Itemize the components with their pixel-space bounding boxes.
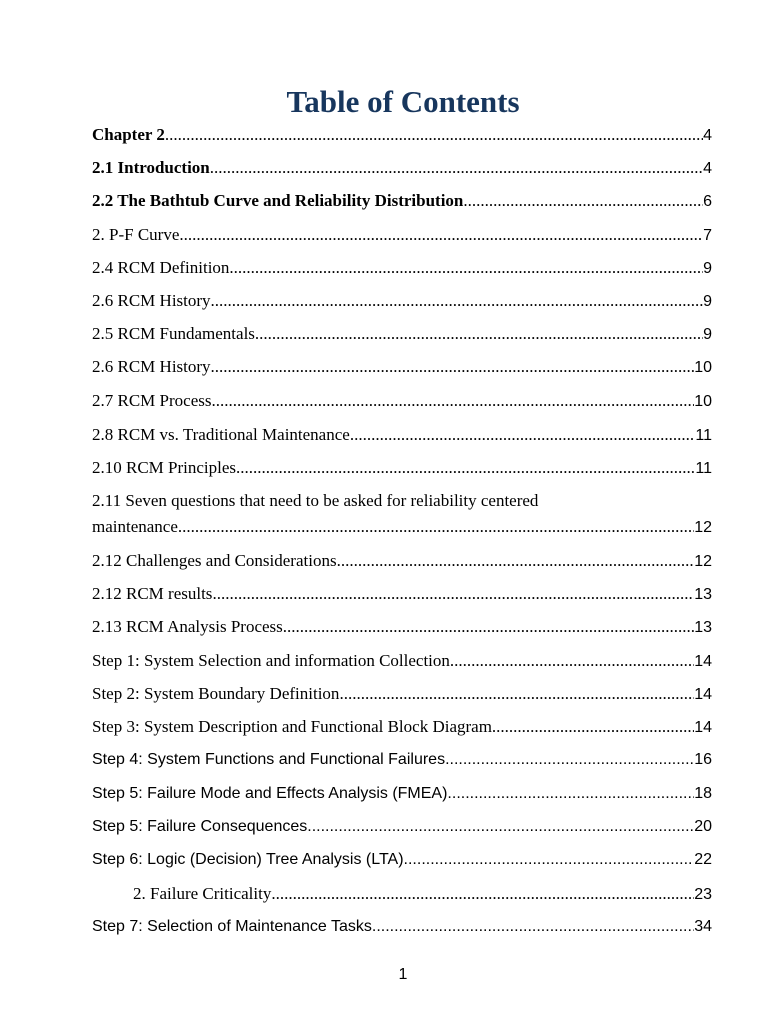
toc-entry-page: 23 bbox=[694, 886, 712, 903]
toc-entry-label: Step 5: Failure Mode and Effects Analysis (FMEA) bbox=[92, 785, 448, 802]
toc-title: Table of Contents bbox=[286, 84, 520, 119]
toc-entry-page: 9 bbox=[703, 260, 712, 277]
toc-entry-page: 9 bbox=[703, 326, 712, 343]
toc-entry-page: 12 bbox=[694, 553, 712, 570]
toc-entry[interactable] bbox=[92, 321, 712, 348]
dot-leader bbox=[339, 681, 694, 707]
toc-entry[interactable] bbox=[92, 122, 712, 149]
toc-entry-label: 2.7 RCM Process bbox=[92, 391, 212, 410]
toc-entry-label: 2.6 RCM History bbox=[92, 291, 211, 310]
toc-entry-page: 11 bbox=[695, 427, 712, 444]
toc-entry-label: 2.8 RCM vs. Traditional Maintenance bbox=[92, 425, 350, 444]
dot-leader bbox=[445, 747, 694, 773]
toc-entry-page: 16 bbox=[694, 751, 712, 768]
toc-entry[interactable] bbox=[92, 781, 712, 807]
toc-entry-label: Step 5: Failure Consequences bbox=[92, 818, 308, 835]
toc-entry-page: 4 bbox=[703, 160, 712, 177]
toc-entry-label: 2.10 RCM Principles bbox=[92, 458, 237, 477]
dot-leader bbox=[307, 814, 694, 840]
dot-leader bbox=[211, 354, 695, 380]
dot-leader bbox=[210, 155, 703, 181]
toc-entry[interactable] bbox=[92, 354, 712, 381]
dot-leader bbox=[236, 455, 695, 481]
toc-entry[interactable] bbox=[92, 847, 712, 873]
dot-leader bbox=[178, 514, 694, 540]
toc-entry[interactable] bbox=[92, 222, 712, 249]
toc-entry-label: 2. P-F Curve bbox=[92, 225, 180, 244]
toc-entry-page: 11 bbox=[695, 460, 712, 477]
toc-entry-page: 14 bbox=[694, 686, 712, 703]
dot-leader bbox=[165, 122, 703, 148]
toc-entry-label: 2.12 RCM results bbox=[92, 584, 213, 603]
toc-entry[interactable] bbox=[92, 747, 712, 773]
dot-leader bbox=[337, 548, 695, 574]
toc-entry-label: 2.5 RCM Fundamentals bbox=[92, 324, 255, 343]
toc-entry-label: Step 4: System Functions and Functional Failures bbox=[92, 751, 446, 768]
dot-leader bbox=[492, 714, 694, 740]
dot-leader bbox=[283, 614, 694, 640]
toc-entry-page: 14 bbox=[694, 653, 712, 670]
toc-entry-label: 2.4 RCM Definition bbox=[92, 258, 230, 277]
toc-entry[interactable] bbox=[92, 548, 712, 575]
toc-entry-page: 10 bbox=[694, 359, 712, 376]
toc-entry[interactable] bbox=[92, 914, 712, 940]
toc-entry-label: 2.1 Introduction bbox=[92, 158, 210, 177]
toc-entry-label: maintenance bbox=[92, 517, 178, 536]
toc-entry-page: 12 bbox=[694, 519, 712, 536]
toc-entry[interactable] bbox=[92, 188, 712, 215]
toc-entry-label: Step 1: System Selection and information Collection bbox=[92, 651, 450, 670]
toc-entry[interactable] bbox=[92, 255, 712, 282]
toc-entry-label: Step 2: System Boundary Definition bbox=[92, 684, 340, 703]
toc-entry-page: 34 bbox=[694, 918, 712, 935]
page-number: 1 bbox=[398, 966, 408, 983]
dot-leader bbox=[450, 648, 694, 674]
toc-entry[interactable] bbox=[92, 388, 712, 415]
dot-leader bbox=[404, 847, 695, 873]
toc-entry-page: 22 bbox=[694, 851, 712, 868]
dot-leader bbox=[179, 222, 703, 248]
toc-entry[interactable] bbox=[92, 155, 712, 182]
toc-entry-label: Step 7: Selection of Maintenance Tasks bbox=[92, 918, 372, 935]
toc-entry-label: 2.13 RCM Analysis Process bbox=[92, 617, 283, 636]
dot-leader bbox=[255, 321, 703, 347]
toc-entry[interactable] bbox=[92, 581, 712, 608]
dot-leader bbox=[229, 255, 703, 281]
dot-leader bbox=[447, 781, 694, 807]
toc-entry[interactable] bbox=[92, 881, 712, 908]
toc-entry[interactable] bbox=[92, 814, 712, 840]
dot-leader bbox=[211, 288, 704, 314]
dot-leader bbox=[372, 914, 694, 940]
toc-entry-page: 4 bbox=[703, 127, 712, 144]
toc-entry[interactable] bbox=[92, 455, 712, 482]
toc-entry-page: 14 bbox=[694, 719, 712, 736]
toc-entry-page: 7 bbox=[703, 227, 712, 244]
dot-leader bbox=[212, 581, 694, 607]
toc-entry[interactable] bbox=[92, 681, 712, 708]
toc-entry-label: 2. Failure Criticality bbox=[133, 884, 272, 903]
toc-entry-label: Step 3: System Description and Functional Block Diagram bbox=[92, 717, 492, 736]
toc-entry-label: Step 6: Logic (Decision) Tree Analysis (LTA) bbox=[92, 851, 404, 868]
toc-entry-page: 9 bbox=[703, 293, 712, 310]
toc-entry-label: Chapter 2 bbox=[92, 125, 165, 144]
dot-leader bbox=[271, 881, 694, 907]
toc-entry[interactable] bbox=[92, 648, 712, 675]
toc-entry-label: 2.2 The Bathtub Curve and Reliability Distribution bbox=[92, 191, 464, 210]
dot-leader bbox=[463, 188, 703, 214]
toc-entry[interactable] bbox=[92, 288, 712, 315]
toc-entry-page: 6 bbox=[703, 193, 712, 210]
dot-leader bbox=[350, 422, 696, 448]
toc-entry-page: 18 bbox=[694, 785, 712, 802]
toc-entry-label: 2.12 Challenges and Considerations bbox=[92, 551, 337, 570]
toc-entry[interactable] bbox=[92, 422, 712, 449]
toc-entry[interactable] bbox=[92, 714, 712, 741]
toc-entry-page: 20 bbox=[694, 818, 712, 835]
toc-entry-page: 10 bbox=[694, 393, 712, 410]
toc-entry-label: 2.6 RCM History bbox=[92, 357, 211, 376]
toc-entry-page: 13 bbox=[694, 619, 712, 636]
dot-leader bbox=[211, 388, 694, 414]
toc-entry-page: 13 bbox=[694, 586, 712, 603]
toc-entry[interactable] bbox=[92, 614, 712, 641]
toc-entry-wrapped-line[interactable]: 2.11 Seven questions that need to be asked for reliability centered bbox=[92, 491, 539, 510]
toc-entry[interactable] bbox=[92, 514, 712, 541]
